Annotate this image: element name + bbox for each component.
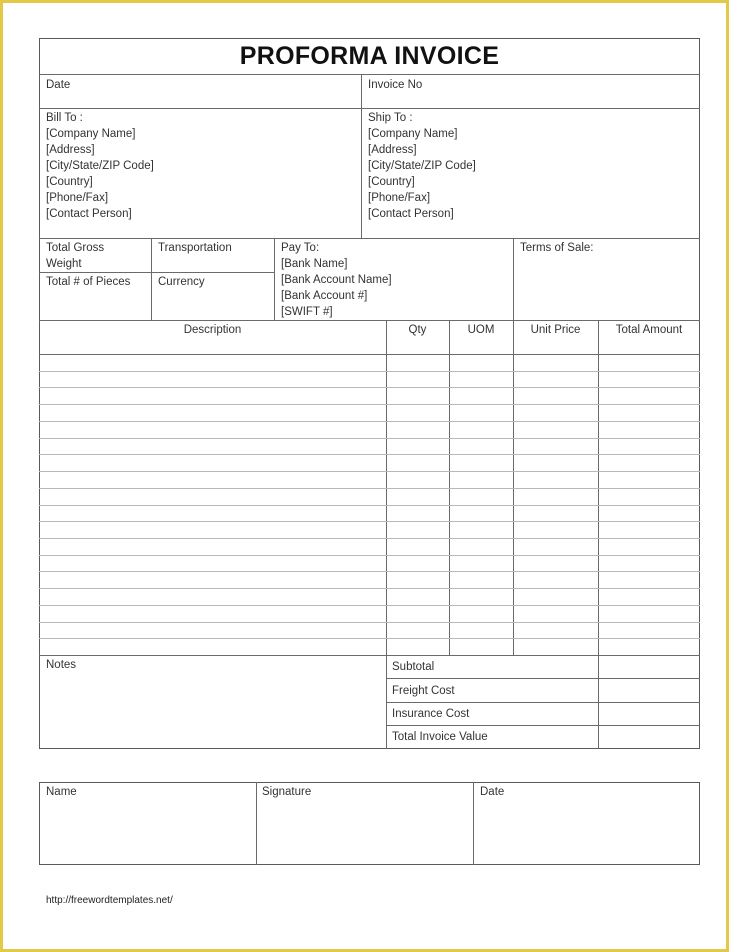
table-row-divider (39, 521, 700, 522)
page-title: PROFORMA INVOICE (239, 42, 500, 70)
divider (39, 272, 275, 273)
invoice-no-field[interactable]: Invoice No (368, 79, 423, 91)
ship-to-heading: Ship To : (368, 112, 413, 124)
table-row-divider (39, 505, 700, 506)
table-row-divider (39, 638, 700, 639)
table-row-divider (39, 371, 700, 372)
table-row-divider (39, 571, 700, 572)
bill-to-line: [Contact Person] (46, 208, 132, 220)
ship-to-line: [Country] (368, 176, 415, 188)
bill-to-heading: Bill To : (46, 112, 83, 124)
ship-to-block[interactable] (368, 110, 476, 222)
signature-block (39, 782, 700, 865)
column-header-total-amount: Total Amount (615, 324, 683, 336)
bill-to-line: [Address] (46, 144, 95, 156)
table-row-divider (39, 438, 700, 439)
ship-to-line: [Phone/Fax] (368, 192, 431, 204)
ship-to-line: [Address] (368, 144, 417, 156)
table-row-divider (39, 454, 700, 455)
signer-name-field[interactable]: Name (46, 786, 77, 798)
table-row-divider (39, 605, 700, 606)
insurance-cost-label: Insurance Cost (392, 708, 470, 720)
total-invoice-value-label: Total Invoice Value (392, 731, 488, 743)
divider (39, 108, 700, 109)
subtotal-label: Subtotal (392, 661, 435, 673)
pay-to-line: [Bank Account Name] (281, 274, 392, 286)
date-field[interactable]: Date (46, 79, 71, 91)
column-header-qty: Qty (408, 324, 427, 336)
table-row-divider (39, 555, 700, 556)
pay-to-line: [Bank Account #] (281, 290, 368, 302)
table-row-divider (39, 421, 700, 422)
pay-to-line: [Bank Name] (281, 258, 348, 270)
divider (386, 320, 387, 749)
pay-to-block[interactable] (281, 240, 392, 320)
divider (473, 782, 474, 865)
divider (256, 782, 257, 865)
notes-field[interactable]: Notes (46, 659, 77, 671)
pay-to-heading: Pay To: (281, 242, 320, 254)
column-header-unit-price: Unit Price (530, 324, 581, 336)
footer-url[interactable]: http://freewordtemplates.net/ (46, 895, 173, 906)
signature-field[interactable]: Signature (262, 786, 312, 798)
bill-to-block[interactable] (46, 110, 154, 222)
table-row-divider (39, 488, 700, 489)
divider (274, 238, 275, 321)
subtotal-value[interactable] (599, 656, 699, 678)
ship-to-line: [City/State/ZIP Code] (368, 160, 476, 172)
total-gross-weight-field[interactable]: Total Gross Weight (46, 242, 105, 270)
table-row-divider (39, 622, 700, 623)
freight-cost-label: Freight Cost (392, 685, 455, 697)
divider (513, 238, 514, 321)
table-row-divider (39, 404, 700, 405)
bill-to-line: [City/State/ZIP Code] (46, 160, 154, 172)
ship-to-line: [Contact Person] (368, 208, 454, 220)
pay-to-line: [SWIFT #] (281, 306, 333, 318)
bill-to-line: [Country] (46, 176, 93, 188)
currency-field[interactable]: Currency (158, 276, 205, 288)
table-row-divider (39, 471, 700, 472)
divider (39, 74, 700, 75)
divider (39, 354, 700, 355)
column-header-description: Description (183, 324, 242, 336)
signature-date-field[interactable]: Date (480, 786, 505, 798)
terms-of-sale-field[interactable]: Terms of Sale: (520, 242, 594, 254)
bill-to-line: [Company Name] (46, 128, 136, 140)
divider (39, 320, 700, 321)
column-header-uom: UOM (467, 324, 495, 336)
total-pieces-field[interactable]: Total # of Pieces (46, 276, 131, 288)
bill-to-line: [Phone/Fax] (46, 192, 109, 204)
total-invoice-value[interactable] (599, 726, 699, 748)
table-row-divider (39, 588, 700, 589)
divider (151, 238, 152, 321)
table-row-divider (39, 538, 700, 539)
transportation-field[interactable]: Transportation (158, 242, 232, 254)
ship-to-line: [Company Name] (368, 128, 458, 140)
divider (361, 74, 362, 239)
insurance-cost-value[interactable] (599, 703, 699, 725)
table-row-divider (39, 387, 700, 388)
freight-cost-value[interactable] (599, 679, 699, 702)
divider (39, 238, 700, 239)
